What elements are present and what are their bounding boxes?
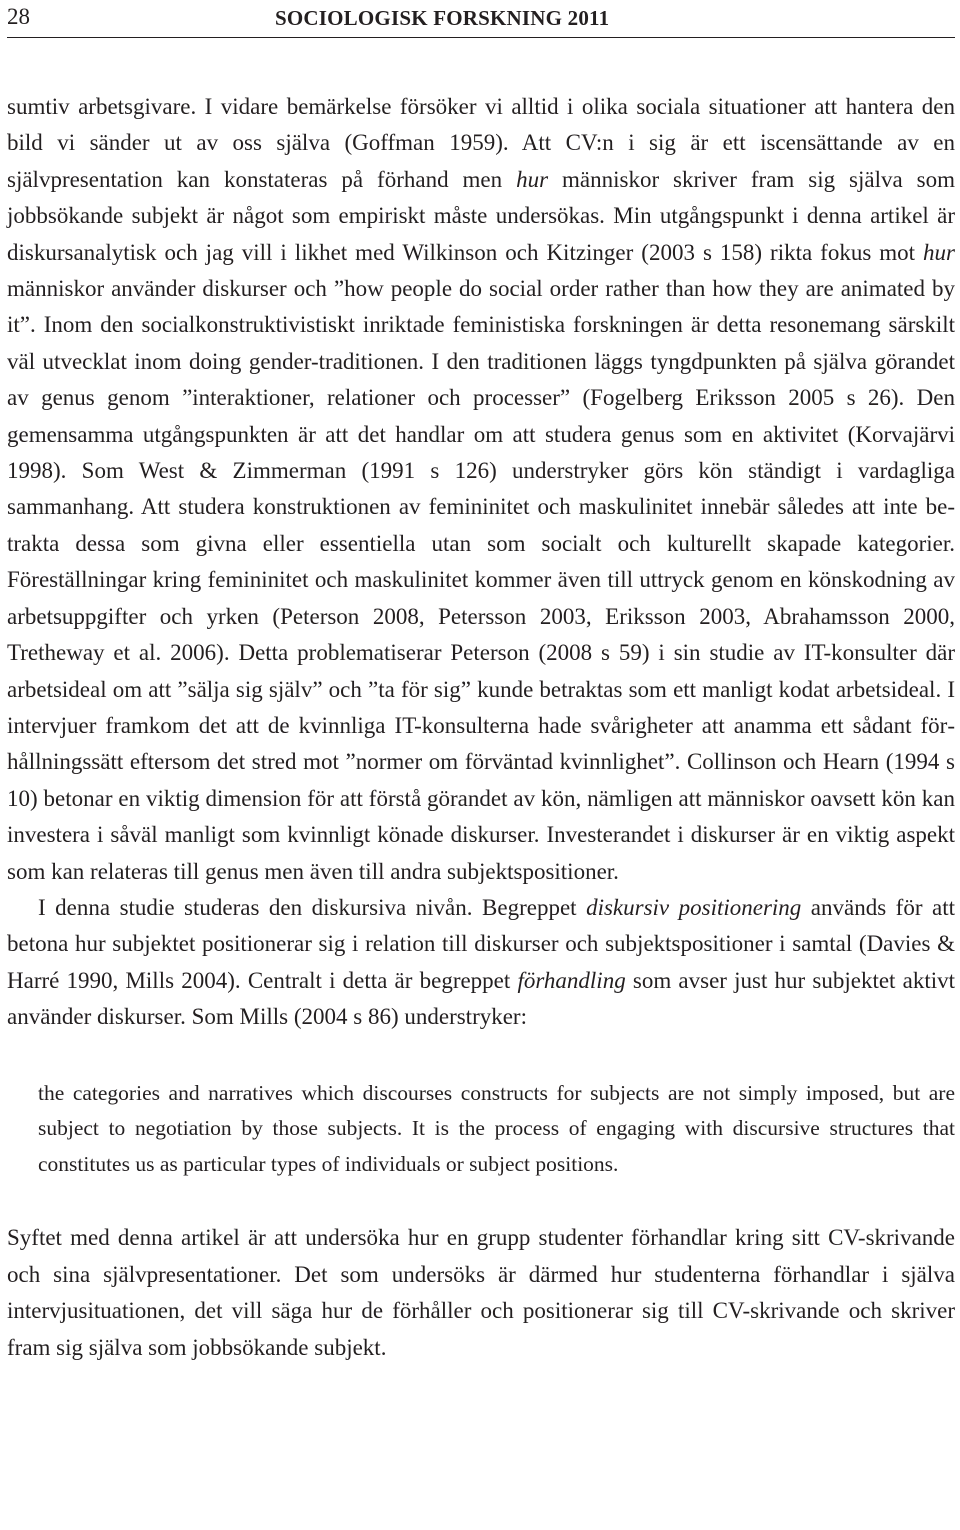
paragraph-2-part-1: I denna studie studeras den diskursiva nivån. Begreppet [38,894,587,920]
paragraph-1-part-1: sumtiv arbetsgivare. I vidare bemärkelse försöker vi alltid i olika sociala situationer att hantera den bild vi sänder ut av oss själva (Goffman 1959). Att CV:n i sig är ett iscensättande av en självpresentation kan konstateras på förhand men [7,94,955,192]
running-head: SOCIOLOGISK FORSKNING 2011 [275,6,610,30]
paragraph-1 [7,89,955,890]
block-quote: the categories and narratives which discourses constructs for subjects are not simply imposed, but are subject to negotiation by those subjects. It is the process of engaging with discursive structures that constitutes us as particular types of individuals or subject positions. [38,1080,955,1176]
document-page [7,0,955,1389]
paragraph-1-italic-1: hur [516,166,549,192]
body-text [7,89,955,1036]
page-number: 28 [7,4,30,29]
paragraph-1-italic-2: hur [923,239,955,265]
paragraph-2-italic-2: förhandling [517,967,626,993]
paragraph-3: Syftet med denna artikel är att undersöka hur en grupp studenter förhandlar kring sitt CV-skrivande och sina självpresentationer. Det som undersöks är därmed hur studenterna förhandlar i själva intervjusituationen, det vill säga hur de förhåller och positionerar sig till CV-skrivande och skriver fram sig själva som jobbsökande subjekt. [7,1225,955,1360]
page-header [7,0,955,38]
paragraph-1-part-2: människor skriver fram sig själva som jobbsökande subjekt är något som empiriskt måste undersökas. Min utgångspunkt i denna artikel är diskursanalytisk och jag vill i likhet med Wilkinson och Kitzinger (2003 s 158) rikta fokus mot [7,166,955,265]
paragraph-2-italic-1: diskursiv positionering [586,894,802,920]
paragraph-2-part-2: används för att betona hur subjektet positionerar sig i relation till diskurser och subjektspositioner i samtal (Davies & Harré 1990, Mills 2004). Centralt i detta är begreppet [7,894,955,993]
paragraph-1-part-3: människor använder diskurser och ”how people do social order rather than how they are animated by it”. Inom den socialkonstruktivistiskt inriktade feministiska forskningen är detta resonemang särskilt väl utvecklat inom doing gender-traditionen. I den traditionen läggs tyngdpunkten på själva görandet av genus genom ”interaktioner, relationer och processer” (Fogelberg Eriksson 2005 s 26). Den gemensamma utgångspunkten är att det handlar om att studera genus som en aktivitet (Korvajärvi 1998). Som West & Zimmerman (1991 s 126) understryker görs kön ständigt i vardagliga sammanhang. Att studera konstruktionen av femininitet och maskulinitet innebär således att inte betrakta dessa som givna eller essentiella utan som socialt och kulturellt skapade kategorier. Föreställningar kring femininitet och maskulinitet kommer även till uttryck genom en könskodning av arbetsuppgifter och yrken (Peterson 2008, Petersson 2003, Eriksson 2003, Abrahamsson 2000, Tretheway et al. 2006). Detta problematiserar Peterson (2008 s 59) i sin studie av IT-konsulter där arbetsideal om att ”sälja sig själv” och ”ta för sig” kunde betraktas som ett manligt kodat arbetsideal. I intervjuer framkom det att de kvinnliga IT-konsulterna hade svårigheter att anamma ett sådant förhållningssätt eftersom det stred mot ”normer om förväntad kvinnlighet”. Collinson och Hearn (1994 s 10) betonar en viktig dimension för att förstå görandet av kön, nämligen att människor oavsett kön kan investera i såväl manligt som kvinnligt könade diskurser. Investerandet i diskurser är en viktig aspekt som kan relateras till genus men även till andra subjektspositioner. [7,276,955,884]
paragraph-2 [7,890,955,1036]
paragraph-2-part-3: som avser just hur subjektet aktivt använder diskurser. Som Mills (2004 s 86) understryker: [7,967,955,1030]
